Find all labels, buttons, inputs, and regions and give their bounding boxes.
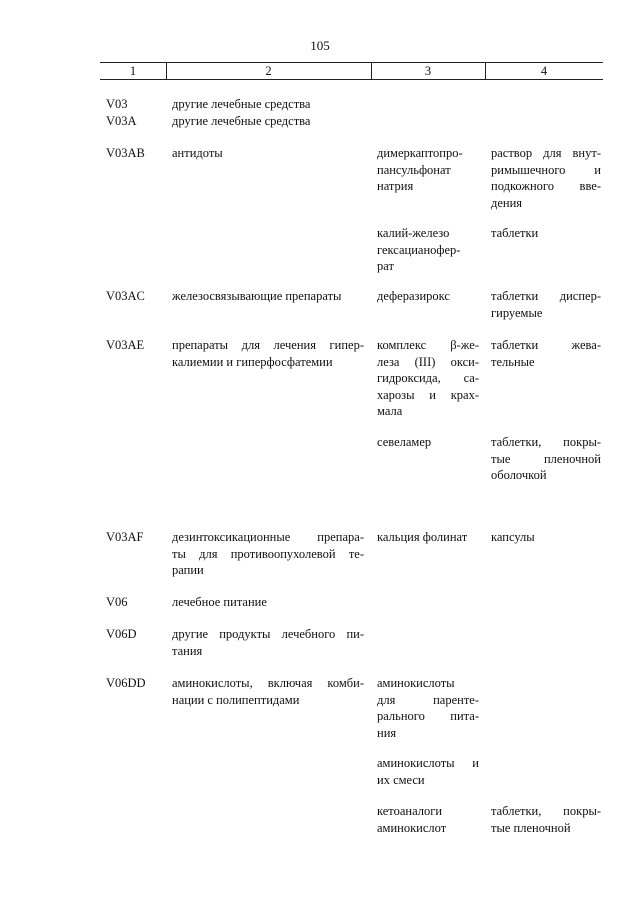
dosage-form-line: римышечного и (491, 162, 601, 177)
dosage-form-line: таблетки (491, 226, 539, 240)
drug-name-cell (377, 337, 479, 420)
group-name-cell (172, 594, 364, 611)
dosage-form-line: дения (491, 195, 523, 210)
drug-name-cell (377, 803, 479, 836)
group-name-line: нации с полипептидами (172, 692, 300, 707)
drug-name-line: харозы и крах- (377, 387, 479, 402)
drug-name-line: ния (377, 725, 397, 740)
page-number: 105 (310, 38, 330, 53)
drug-name-line: комплекс β-же- (377, 338, 479, 352)
drug-name-line: гексацианофер- (377, 242, 461, 257)
dosage-form-line: раствор для внут- (491, 146, 601, 160)
group-name-line: другие лечебные средства (172, 97, 311, 111)
drug-name-line: деферазирокс (377, 289, 450, 303)
drug-name-cell (377, 434, 479, 451)
group-name-cell (172, 626, 364, 659)
dosage-form-cell (491, 225, 601, 242)
dosage-form-cell (491, 803, 601, 836)
dosage-form-line: таблетки, покры- (491, 804, 601, 818)
ath-code-cell: V03 (106, 97, 128, 111)
drug-name-cell (377, 225, 479, 275)
drug-name-line: севеламер (377, 435, 432, 449)
group-name-line: калиемии и гиперфосфатемии (172, 354, 333, 369)
ath-code-cell: V03AC (106, 289, 145, 303)
group-name-line: тания (172, 643, 203, 658)
group-name-line: рапии (172, 563, 204, 577)
drug-name-line: кетоаналоги (377, 804, 443, 818)
drug-name-line: натрия (377, 179, 414, 193)
drug-name-line: аминокислоты и (377, 756, 479, 770)
group-name-line: другие лечебные средства (172, 114, 311, 128)
drug-name-line: аминокислот (377, 820, 447, 835)
drug-name-line: гидроксида, са- (377, 371, 479, 385)
dosage-form-cell (491, 529, 601, 546)
drug-name-line: для парентe- (377, 692, 479, 707)
dosage-form-cell (491, 288, 601, 321)
dosage-form-line: оболочкой (491, 468, 547, 482)
ath-code-cell: V03AB (106, 146, 145, 160)
header-col-1: 1 (129, 64, 137, 78)
group-name-line: железосвязывающие препараты (172, 289, 342, 303)
ath-code-cell: V06DD (106, 676, 146, 690)
drug-name-line: их смеси (377, 772, 425, 787)
group-name-line: аминокислоты, включая комби- (172, 676, 364, 690)
drug-name-line: аминокислоты (377, 676, 455, 690)
ath-code-cell: V06D (106, 627, 137, 641)
ath-code-cell: V06 (106, 595, 128, 609)
group-name-line: препараты для лечения гипер- (172, 338, 364, 352)
drug-name-line: кальция фолинат (377, 530, 468, 544)
group-name-cell (172, 288, 364, 305)
table-header (100, 62, 603, 80)
group-name-line: ты для противоопухолевой те- (172, 546, 364, 561)
group-name-cell (172, 96, 364, 113)
header-col-4: 4 (540, 64, 548, 78)
dosage-form-line: капсулы (491, 530, 535, 544)
ath-code-cell: V03AE (106, 338, 145, 352)
ath-code-cell: V03A (106, 114, 137, 128)
dosage-form-line: тые пленочной (491, 451, 601, 466)
dosage-form-cell (491, 337, 601, 370)
group-name-line: антидоты (172, 146, 223, 160)
drug-name-line: димеркаптопро- (377, 146, 463, 160)
drug-name-cell (377, 288, 479, 305)
dosage-form-line: таблетки, покры- (491, 435, 601, 449)
drug-name-line: калий-железо (377, 226, 450, 240)
group-name-cell (172, 113, 364, 130)
drug-name-cell (377, 675, 479, 741)
group-name-line: дезинтоксикационные препара- (172, 530, 364, 544)
drug-name-line: пансульфонат (377, 162, 451, 177)
group-name-line: лечебное питание (172, 595, 267, 609)
header-col-2: 2 (265, 64, 272, 78)
group-name-cell (172, 675, 364, 708)
dosage-form-line: тельные (491, 354, 535, 369)
dosage-form-line: таблетки жева- (491, 338, 601, 352)
dosage-form-line: подкожного вве- (491, 179, 601, 193)
dosage-form-line: тые пленочной (491, 820, 571, 835)
group-name-line: другие продукты лечебного пи- (172, 627, 364, 641)
ath-code-cell: V03AF (106, 530, 144, 544)
group-name-cell (172, 145, 364, 162)
drug-name-cell (377, 145, 479, 195)
header-col-3: 3 (424, 64, 432, 78)
drug-name-line: мала (377, 404, 403, 418)
group-name-cell (172, 337, 364, 370)
dosage-form-cell (491, 434, 601, 484)
dosage-form-line: гируемые (491, 305, 543, 320)
drug-name-cell (377, 755, 479, 788)
drug-name-line: леза (III) окси- (377, 354, 479, 369)
dosage-form-cell (491, 145, 601, 211)
dosage-form-line: таблетки диспер- (491, 289, 601, 303)
group-name-cell (172, 529, 364, 579)
drug-name-line: рат (377, 259, 394, 273)
drug-name-cell (377, 529, 479, 546)
drug-name-line: рального пита- (377, 709, 479, 723)
